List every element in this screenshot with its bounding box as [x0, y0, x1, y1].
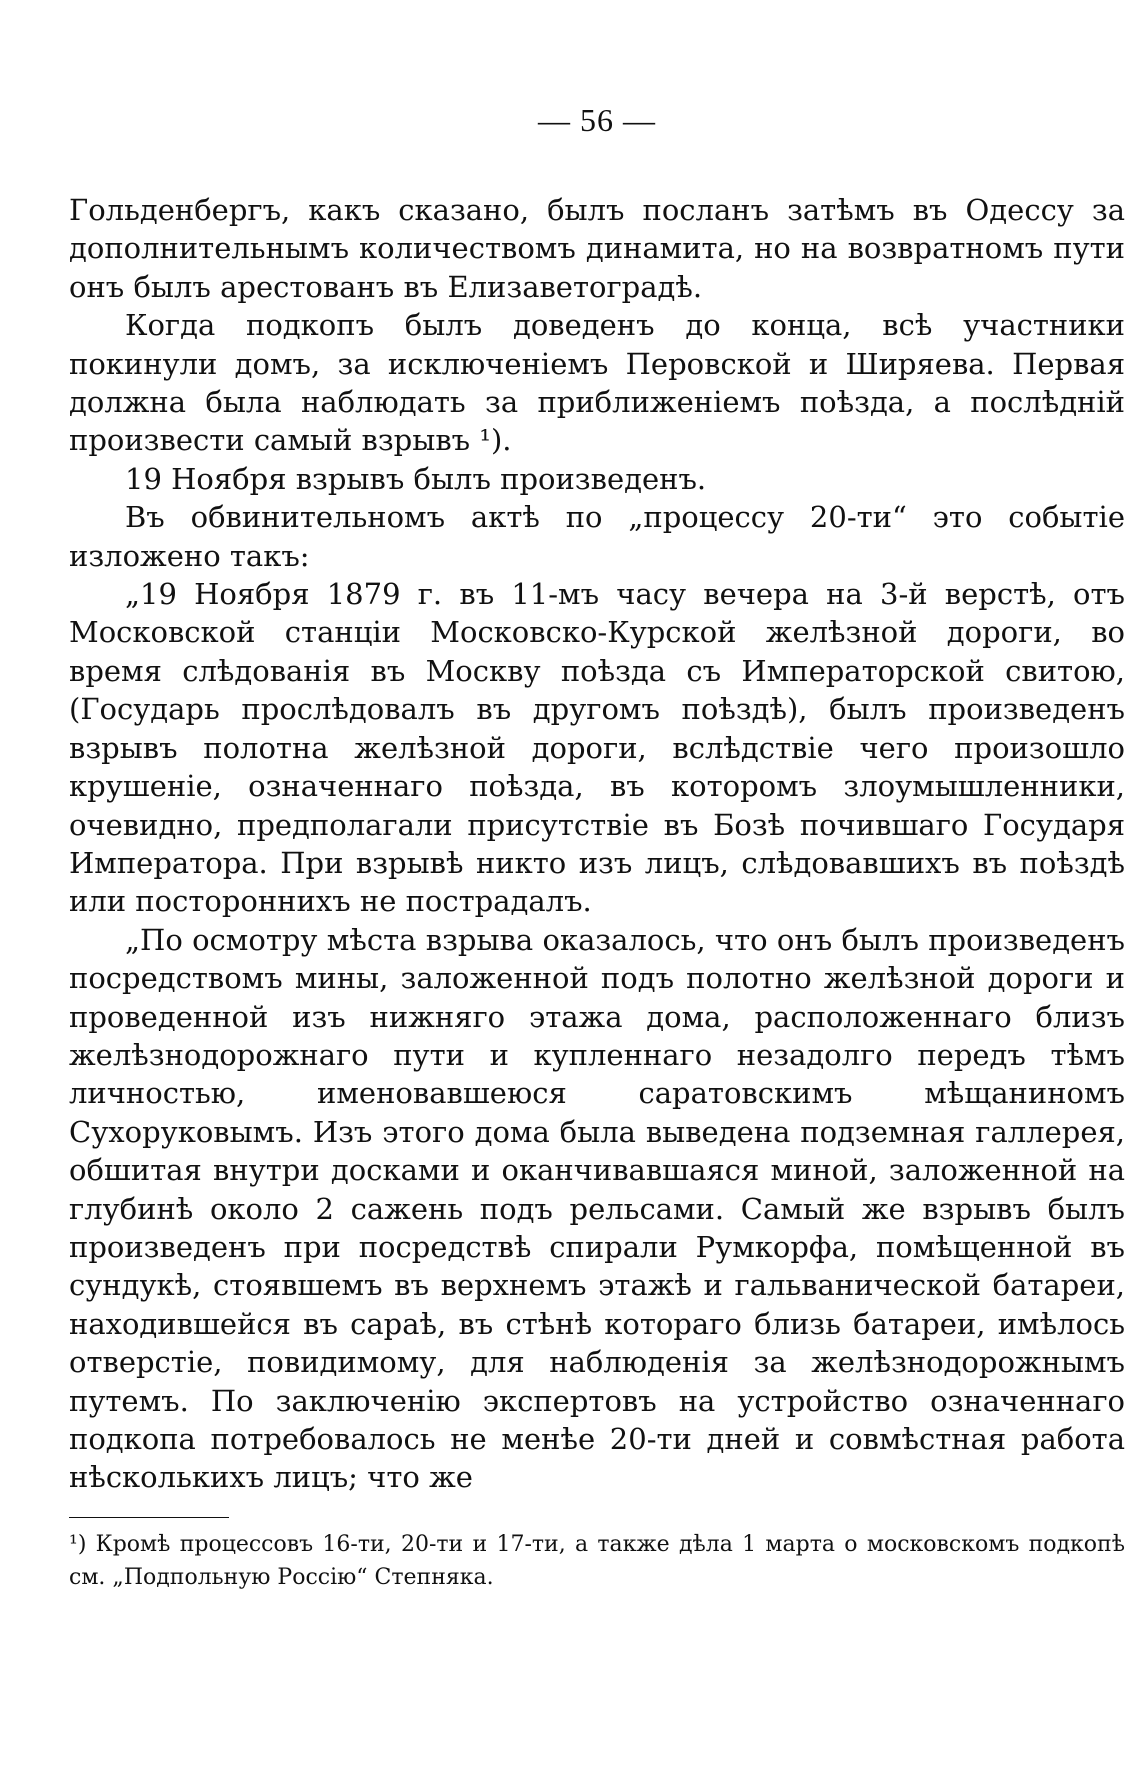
- paragraph-tunnel-finished: Когда подкопъ былъ доведенъ до конца, всѣ участники покинули домъ, за исключеніемъ Перовской и Ширяева. Первая должна была наблюдать за приближеніемъ поѣзда, а послѣдній произвести самый взрывъ ¹).: [69, 308, 1125, 458]
- page-number: — 56 —: [538, 102, 656, 138]
- footnote-divider: [69, 1517, 229, 1518]
- paragraph-quote-inspection: „По осмотру мѣста взрыва оказалось, что онъ былъ произведенъ посредствомъ мины, заложенной подъ полотно желѣзной дороги и проведенной изъ нижняго этажа дома, расположеннаго близъ желѣзнодорожнаго пути и купленнаго незадолго передъ тѣмъ личностью, именовавшеюся саратовскимъ мѣщаниномъ Сухоруковымъ. Изъ этого дома была выведена подземная галлерея, обшитая внутри досками и оканчивавшаяся миной, заложенной на глубинѣ около 2 сажень подъ рельсами. Самый же взрывъ былъ произведенъ при посредствѣ спирали Румкорфа, помѣщенной въ сундукѣ, стоявшемъ въ верхнемъ этажѣ и гальванической батареи, находившейся въ сараѣ, въ стѣнѣ котораго близь батареи, имѣлось отверстіе, повидимому, для наблюденія за желѣзнодорожнымъ путемъ. По заключенію экспертовъ на устройство означеннаго подкопа потребовалось не менѣе 20-ти дней и совмѣстная работа нѣсколькихъ лицъ; что же: [69, 922, 1125, 1495]
- book-page: [69, 100, 1125, 1594]
- paragraph-explosion-date: 19 Ноября взрывъ былъ произведенъ.: [125, 461, 707, 496]
- paragraph-quote-event: „19 Ноября 1879 г. въ 11-мъ часу вечера на 3-й верстѣ, отъ Московской станціи Московско-Курской желѣзной дороги, во время слѣдованія въ Москву поѣзда съ Императорской свитою, (Государь прослѣдовалъ въ другомъ поѣздѣ), былъ произведенъ взрывъ полотна желѣзной дороги, вслѣдствіе чего произошло крушеніе, означеннаго поѣзда, въ которомъ злоумышленники, очевидно, предполагали присутствіе въ Бозѣ почившаго Государя Императора. При взрывѣ никто изъ лицъ, слѣдовавшихъ въ поѣздѣ или постороннихъ не пострадалъ.: [69, 577, 1125, 919]
- footnote: ¹) Кромѣ процессовъ 16-ти, 20-ти и 17-ти, а также дѣла 1 марта о московскомъ подкопѣ см. „Подпольную Россію“ Степняка.: [69, 1531, 1125, 1590]
- paragraph-indictment-intro: Въ обвинительномъ актѣ по „процессу 20-ти“ это событіе изложено такъ:: [69, 500, 1125, 573]
- paragraph-goldenberg: Гольденбергъ, какъ сказано, былъ посланъ затѣмъ въ Одессу за дополнительнымъ количествомъ динамита, но на возвратномъ пути онъ былъ арестованъ въ Елизаветоградѣ.: [69, 193, 1125, 304]
